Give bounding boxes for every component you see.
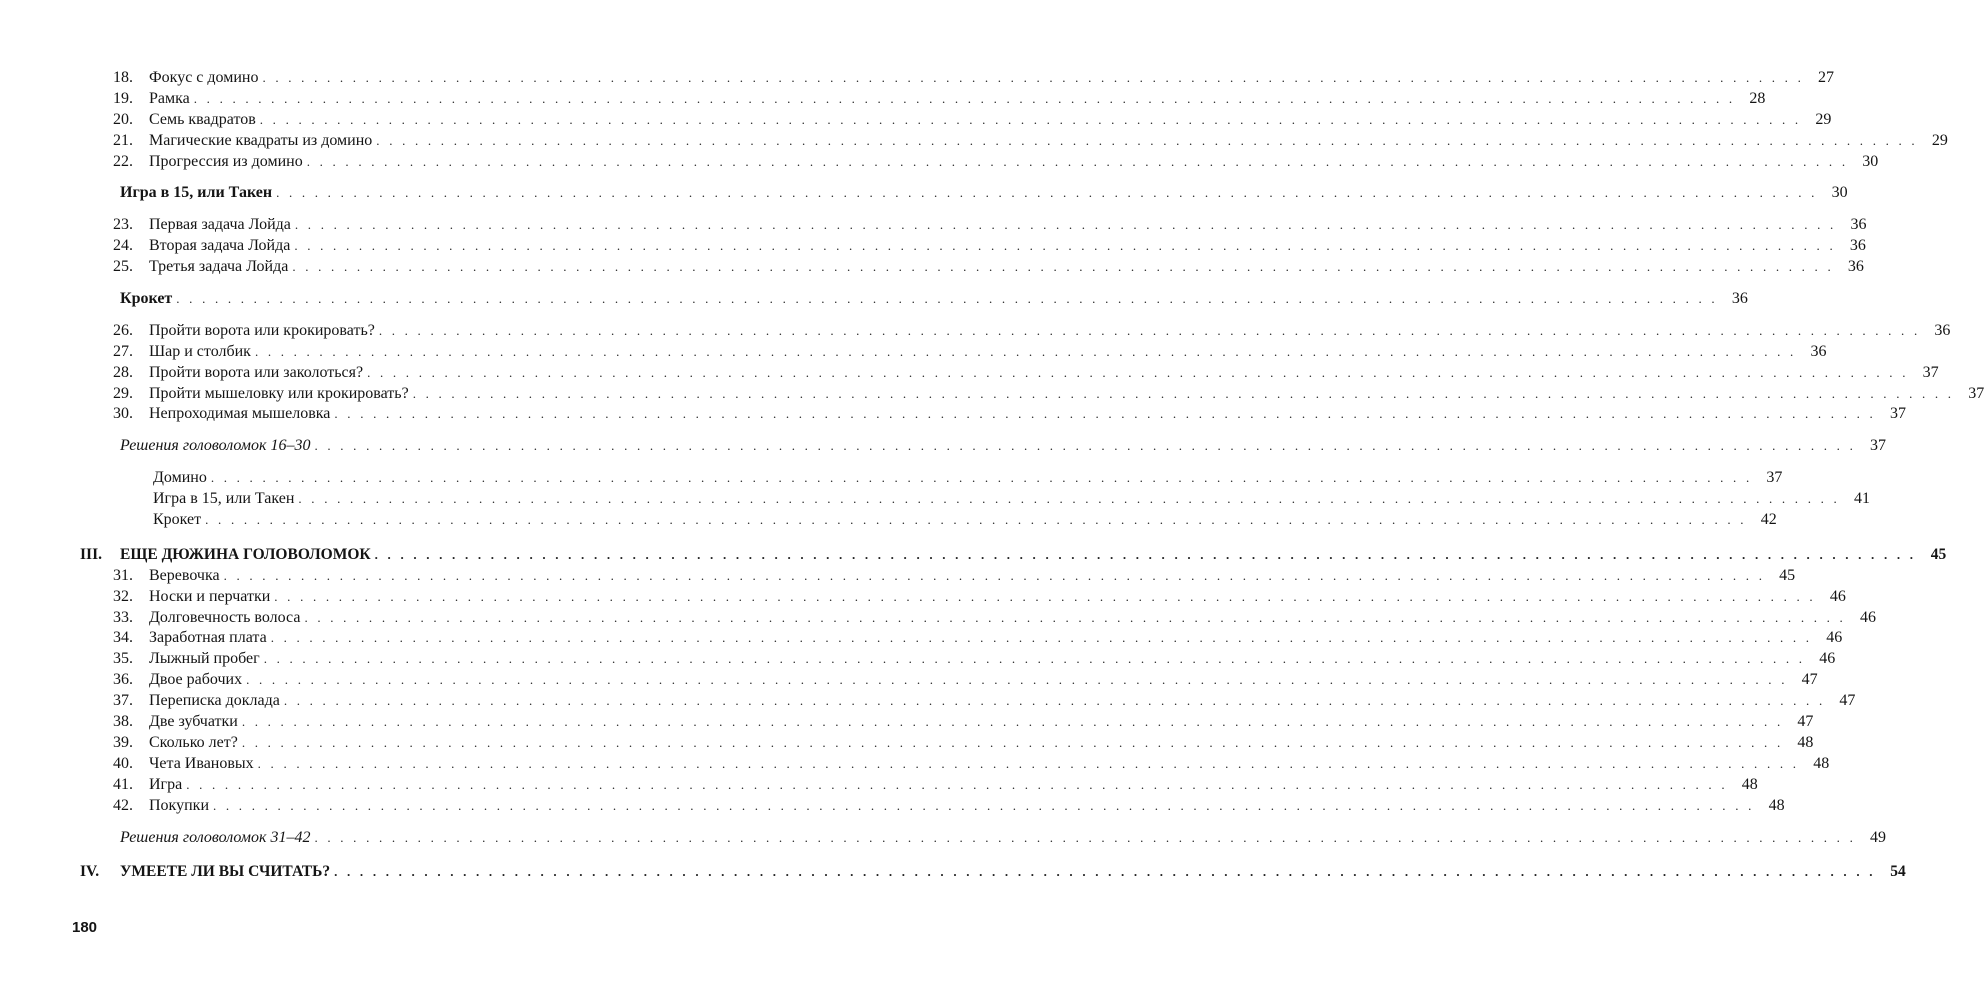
toc-number: 38. bbox=[113, 713, 133, 731]
toc-page-number: 37 bbox=[1889, 405, 1906, 423]
toc-title: Носки и перчатки bbox=[149, 587, 271, 605]
toc-title: Первая задача Лойда bbox=[149, 216, 291, 234]
toc-chapter bbox=[80, 862, 1906, 883]
toc-page-number: 45 bbox=[1930, 545, 1947, 563]
toc-page-number: 48 bbox=[1813, 754, 1830, 772]
toc-number: 19. bbox=[113, 89, 133, 107]
toc-title: Решения головоломок 31–42 bbox=[120, 828, 311, 846]
toc-section bbox=[80, 183, 1848, 204]
toc-page-number: 48 bbox=[1768, 796, 1785, 814]
toc-item bbox=[80, 404, 1906, 425]
toc-item bbox=[80, 712, 1814, 733]
toc-solutions bbox=[80, 828, 1887, 849]
toc-number: 42. bbox=[113, 796, 133, 814]
toc-title: Крокет bbox=[120, 290, 173, 308]
toc-number: 36. bbox=[113, 671, 133, 689]
dot-leader: . . . . . . . . . . . . . . . . . . . . . . . . . . . . . . . . . . . . . . . . . . . . . . . . . . . . . . . . . . . . . . . . . . . . . . . . . . . . . . . . . . . . . . . . . . . . . . . . . . . . . . . . . . . . . . . . . . . . . . . . bbox=[262, 70, 1805, 85]
dot-leader: . . . . . . . . . . . . . . . . . . . . . . . . . . . . . . . . . . . . . . . . . . . . . . . . . . . . . . . . . . . . . . . . . . . . . . . . . . . . . . . . . . . . . . . . . . . . . . . . . . . . . . . . . . . . . . . . . . . . . . . . bbox=[205, 512, 1747, 528]
toc-item bbox=[80, 342, 1827, 363]
toc-page-number: 36 bbox=[1731, 290, 1748, 308]
toc-page-number: 54 bbox=[1890, 863, 1906, 881]
toc-item bbox=[80, 215, 1867, 236]
dot-leader: . . . . . . . . . . . . . . . . . . . . . . . . . . . . . . . . . . . . . . . . . . . . . . . . . . . . . . . . . . . . . . . . . . . . . . . . . . . . . . . . . . . . . . . . . . . . . . . . . . . . . . . . . . . . . . . . . . . . . . . . bbox=[276, 185, 1818, 201]
toc-solutions bbox=[80, 436, 1887, 457]
toc-chapter bbox=[80, 545, 1947, 566]
toc-number: 39. bbox=[113, 733, 133, 751]
toc-section bbox=[80, 289, 1748, 310]
toc-item bbox=[80, 363, 1939, 384]
toc-number: 25. bbox=[113, 258, 133, 276]
toc-page-number: 42 bbox=[1760, 511, 1777, 529]
toc-spacer bbox=[80, 531, 600, 545]
toc-number: 41. bbox=[113, 775, 133, 793]
toc-item bbox=[80, 68, 1835, 89]
toc-page-number: 36 bbox=[1810, 342, 1827, 360]
toc-page-number: 48 bbox=[1797, 733, 1814, 751]
toc-number: IV. bbox=[80, 863, 100, 881]
dot-leader: . . . . . . . . . . . . . . . . . . . . . . . . . . . . . . . . . . . . . . . . . . . . . . . . . . . . . . . . . . . . . . . . . . . . . . . . . . . . . . . . . . . . . . . . . . . . . . . . . . . . . . . . . . . . . . . . . . . . . . . . bbox=[254, 343, 1797, 359]
toc-spacer bbox=[80, 817, 600, 828]
toc-item bbox=[80, 587, 1846, 608]
toc-item bbox=[80, 131, 1948, 152]
toc-spacer bbox=[80, 848, 600, 862]
toc-title: Решения головоломок 16–30 bbox=[120, 437, 311, 455]
dot-leader: . . . . . . . . . . . . . . . . . . . . . . . . . . . . . . . . . . . . . . . . . . . . . . . . . . . . . . . . . . . . . . . . . . . . . . . . . . . . . . . . . . . . . . . . . . . . . . . . . . . . . . . . . . . . . . . . . . . . . . . . bbox=[193, 90, 1736, 106]
toc-page-number: 47 bbox=[1801, 671, 1818, 689]
toc-subitem bbox=[80, 489, 1870, 510]
toc-title: Вторая задача Лойда bbox=[149, 237, 291, 255]
toc-title: Двое рабочих bbox=[149, 671, 243, 689]
toc-number: 31. bbox=[113, 566, 133, 584]
toc-page-number: 48 bbox=[1741, 775, 1758, 793]
toc-title: Игра в 15, или Такен bbox=[120, 184, 273, 202]
dot-leader: . . . . . . . . . . . . . . . . . . . . . . . . . . . . . . . . . . . . . . . . . . . . . . . . . . . . . . . . . . . . . . . . . . . . . . . . . . . . . . . . . . . . . . . . . . . . . . . . . . . . . . . . . . . . . . . . . . . . . . . . bbox=[246, 672, 1788, 688]
dot-leader: . . . . . . . . . . . . . . . . . . . . . . . . . . . . . . . . . . . . . . . . . . . . . . . . . . . . . . . . . . . . . . . . . . . . . . . . . . . . . . . . . . . . . . . . . . . . . . . . . . . . . . . . . . . . . . . . . . . . . . . . bbox=[210, 470, 1753, 486]
dot-leader: . . . . . . . . . . . . . . . . . . . . . . . . . . . . . . . . . . . . . . . . . . . . . . . . . . . . . . . . . . . . . . . . . . . . . . . . . . . . . . . . . . . . . . . . . . . . . . . . . . . . . . . . . . . . . . . . . . . . . . . . bbox=[259, 111, 1802, 127]
toc-number: 33. bbox=[113, 608, 133, 626]
toc-page-number: 37 bbox=[1766, 469, 1783, 487]
toc-title: Фокус с домино bbox=[149, 69, 259, 86]
toc-title: Рамка bbox=[149, 89, 190, 107]
dot-leader: . . . . . . . . . . . . . . . . . . . . . . . . . . . . . . . . . . . . . . . . . . . . . . . . . . . . . . . . . . . . . . . . . . . . . . . . . . . . . . . . . . . . . . . . . . . . . . . . . . . . . . . . . . . . . . . . . . . . . . . . bbox=[176, 291, 1718, 307]
toc-subitem bbox=[80, 468, 1783, 489]
dot-leader: . . . . . . . . . . . . . . . . . . . . . . . . . . . . . . . . . . . . . . . . . . . . . . . . . . . . . . . . . . . . . . . . . . . . . . . . . . . . . . . . . . . . . . . . . . . . . . . . . . . . . . . . . . . . . . . . . . . . . . . . bbox=[314, 829, 1857, 845]
dot-leader: . . . . . . . . . . . . . . . . . . . . . . . . . . . . . . . . . . . . . . . . . . . . . . . . . . . . . . . . . . . . . . . . . . . . . . . . . . . . . . . . . . . . . . . . . . . . . . . . . . . . . . . . . . . . . . . . . . . . . . . . bbox=[367, 364, 1909, 380]
toc-item bbox=[80, 566, 1796, 587]
dot-leader: . . . . . . . . . . . . . . . . . . . . . . . . . . . . . . . . . . . . . . . . . . . . . . . . . . . . . . . . . . . . . . . . . . . . . . . . . . . . . . . . . . . . . . . . . . . . . . . . . . . . . . . . . . . . . . . . . . . . . . . . bbox=[213, 797, 1755, 813]
dot-leader: . . . . . . . . . . . . . . . . . . . . . . . . . . . . . . . . . . . . . . . . . . . . . . . . . . . . . . . . . . . . . . . . . . . . . . . . . . . . . . . . . . . . . . . . . . . . . . . . . . . . . . . . . . . . . . . . . . . . . . . . bbox=[334, 864, 1876, 880]
toc-title: Шар и столбик bbox=[149, 342, 251, 360]
toc-number: 20. bbox=[113, 110, 133, 128]
toc-number: 18. bbox=[113, 69, 133, 86]
dot-leader: . . . . . . . . . . . . . . . . . . . . . . . . . . . . . . . . . . . . . . . . . . . . . . . . . . . . . . . . . . . . . . . . . . . . . . . . . . . . . . . . . . . . . . . . . . . . . . . . . . . . . . . . . . . . . . . . . . . . . . . . bbox=[294, 238, 1836, 254]
dot-leader: . . . . . . . . . . . . . . . . . . . . . . . . . . . . . . . . . . . . . . . . . . . . . . . . . . . . . . . . . . . . . . . . . . . . . . . . . . . . . . . . . . . . . . . . . . . . . . . . . . . . . . . . . . . . . . . . . . . . . . . . bbox=[378, 322, 1921, 338]
dot-leader: . . . . . . . . . . . . . . . . . . . . . . . . . . . . . . . . . . . . . . . . . . . . . . . . . . . . . . . . . . . . . . . . . . . . . . . . . . . . . . . . . . . . . . . . . . . . . . . . . . . . . . . . . . . . . . . . . . . . . . . . bbox=[241, 714, 1784, 730]
toc-title: УМЕЕТЕ ЛИ ВЫ СЧИТАТЬ? bbox=[120, 863, 331, 881]
dot-leader: . . . . . . . . . . . . . . . . . . . . . . . . . . . . . . . . . . . . . . . . . . . . . . . . . . . . . . . . . . . . . . . . . . . . . . . . . . . . . . . . . . . . . . . . . . . . . . . . . . . . . . . . . . . . . . . . . . . . . . . . bbox=[376, 132, 1918, 148]
toc-page-number: 47 bbox=[1797, 713, 1814, 731]
toc-page-number: 46 bbox=[1819, 650, 1836, 668]
toc-spacer bbox=[80, 204, 600, 215]
toc-item bbox=[80, 775, 1758, 796]
toc-page-number: 27 bbox=[1818, 69, 1835, 86]
dot-leader: . . . . . . . . . . . . . . . . . . . . . . . . . . . . . . . . . . . . . . . . . . . . . . . . . . . . . . . . . . . . . . . . . . . . . . . . . . . . . . . . . . . . . . . . . . . . . . . . . . . . . . . . . . . . . . . . . . . . . . . . bbox=[274, 588, 1816, 604]
toc-title: Покупки bbox=[149, 796, 209, 814]
toc-title: Крокет bbox=[153, 511, 202, 529]
toc-page-number: 36 bbox=[1849, 237, 1866, 255]
toc-item bbox=[80, 691, 1856, 712]
toc-page-number: 37 bbox=[1922, 363, 1939, 381]
toc-title: Пройти мышеловку или крокировать? bbox=[149, 384, 409, 402]
toc-number: 21. bbox=[113, 131, 133, 149]
toc-number: 22. bbox=[113, 152, 133, 170]
toc-page-number: 47 bbox=[1839, 692, 1856, 710]
toc-number: 28. bbox=[113, 363, 133, 381]
toc-item bbox=[80, 89, 1766, 110]
toc-title: Игра в 15, или Такен bbox=[153, 490, 295, 508]
toc-page-number: 46 bbox=[1829, 587, 1846, 605]
toc-title: Третья задача Лойда bbox=[149, 258, 289, 276]
toc-item bbox=[80, 110, 1832, 131]
toc-number: 26. bbox=[113, 321, 133, 339]
toc-title: Чета Ивановых bbox=[149, 754, 254, 772]
toc-item bbox=[80, 236, 1866, 257]
toc-page-number: 46 bbox=[1826, 629, 1843, 647]
toc-spacer bbox=[80, 172, 600, 183]
toc-number: 35. bbox=[113, 650, 133, 668]
toc-page-number: 37 bbox=[1968, 384, 1984, 402]
dot-leader: . . . . . . . . . . . . . . . . . . . . . . . . . . . . . . . . . . . . . . . . . . . . . . . . . . . . . . . . . . . . . . . . . . . . . . . . . . . . . . . . . . . . . . . . . . . . . . . . . . . . . . . . . . . . . . . . . . . . . . . . bbox=[270, 630, 1813, 646]
toc-number: 30. bbox=[113, 405, 133, 423]
toc-item bbox=[80, 628, 1843, 649]
toc-spacer bbox=[80, 310, 600, 321]
dot-leader: . . . . . . . . . . . . . . . . . . . . . . . . . . . . . . . . . . . . . . . . . . . . . . . . . . . . . . . . . . . . . . . . . . . . . . . . . . . . . . . . . . . . . . . . . . . . . . . . . . . . . . . . . . . . . . . . . . . . . . . . bbox=[306, 153, 1849, 169]
dot-leader: . . . . . . . . . . . . . . . . . . . . . . . . . . . . . . . . . . . . . . . . . . . . . . . . . . . . . . . . . . . . . . . . . . . . . . . . . . . . . . . . . . . . . . . . . . . . . . . . . . . . . . . . . . . . . . . . . . . . . . . . bbox=[298, 491, 1840, 507]
toc-page-number: 49 bbox=[1870, 828, 1887, 846]
toc-page-number: 41 bbox=[1853, 490, 1870, 508]
toc-title: Заработная плата bbox=[149, 629, 267, 647]
dot-leader: . . . . . . . . . . . . . . . . . . . . . . . . . . . . . . . . . . . . . . . . . . . . . . . . . . . . . . . . . . . . . . . . . . . . . . . . . . . . . . . . . . . . . . . . . . . . . . . . . . . . . . . . . . . . . . . . . . . . . . . . bbox=[334, 406, 1876, 422]
toc-page-number: 37 bbox=[1870, 437, 1887, 455]
toc-page-number: 28 bbox=[1749, 89, 1766, 107]
toc-page-number: 36 bbox=[1847, 258, 1864, 276]
toc-number: 29. bbox=[113, 384, 133, 402]
table-of-contents bbox=[80, 68, 1984, 883]
dot-leader: . . . . . . . . . . . . . . . . . . . . . . . . . . . . . . . . . . . . . . . . . . . . . . . . . . . . . . . . . . . . . . . . . . . . . . . . . . . . . . . . . . . . . . . . . . . . . . . . . . . . . . . . . . . . . . . . . . . . . . . . bbox=[283, 693, 1826, 709]
toc-title: Лыжный пробег bbox=[149, 650, 260, 668]
dot-leader: . . . . . . . . . . . . . . . . . . . . . . . . . . . . . . . . . . . . . . . . . . . . . . . . . . . . . . . . . . . . . . . . . . . . . . . . . . . . . . . . . . . . . . . . . . . . . . . . . . . . . . . . . . . . . . . . . . . . . . . . bbox=[257, 755, 1800, 771]
dot-leader: . . . . . . . . . . . . . . . . . . . . . . . . . . . . . . . . . . . . . . . . . . . . . . . . . . . . . . . . . . . . . . . . . . . . . . . . . . . . . . . . . . . . . . . . . . . . . . . . . . . . . . . . . . . . . . . . . . . . . . . . bbox=[304, 609, 1846, 625]
dot-leader: . . . . . . . . . . . . . . . . . . . . . . . . . . . . . . . . . . . . . . . . . . . . . . . . . . . . . . . . . . . . . . . . . . . . . . . . . . . . . . . . . . . . . . . . . . . . . . . . . . . . . . . . . . . . . . . . . . . . . . . . bbox=[294, 217, 1837, 233]
toc-title: Семь квадратов bbox=[149, 110, 256, 128]
dot-leader: . . . . . . . . . . . . . . . . . . . . . . . . . . . . . . . . . . . . . . . . . . . . . . . . . . . . . . . . . . . . . . . . . . . . . . . . . . . . . . . . . . . . . . . . . . . . . . . . . . . . . . . . . . . . . . . . . . . . . . . . bbox=[186, 776, 1728, 792]
toc-title: ЕЩЕ ДЮЖИНА ГОЛОВОЛОМОК bbox=[120, 545, 371, 563]
toc-title: Магические квадраты из домино bbox=[149, 131, 373, 149]
dot-leader: . . . . . . . . . . . . . . . . . . . . . . . . . . . . . . . . . . . . . . . . . . . . . . . . . . . . . . . . . . . . . . . . . . . . . . . . . . . . . . . . . . . . . . . . . . . . . . . . . . . . . . . . . . . . . . . . . . . . . . . . bbox=[223, 567, 1766, 583]
toc-item bbox=[80, 733, 1814, 754]
toc-title: Сколько лет? bbox=[149, 733, 238, 751]
toc-number: III. bbox=[80, 545, 102, 563]
toc-title: Переписка доклада bbox=[149, 692, 280, 710]
toc-subitem bbox=[80, 510, 1777, 531]
toc-item bbox=[80, 152, 1879, 173]
toc-item bbox=[80, 257, 1864, 278]
toc-item bbox=[80, 754, 1830, 775]
toc-spacer bbox=[80, 425, 600, 436]
toc-title: Пройти ворота или заколоться? bbox=[149, 363, 364, 381]
toc-page-number: 36 bbox=[1934, 321, 1951, 339]
toc-item bbox=[80, 670, 1818, 691]
toc-number: 40. bbox=[113, 754, 133, 772]
toc-page-number: 46 bbox=[1860, 608, 1876, 626]
toc-item bbox=[80, 796, 1785, 817]
toc-number: 23. bbox=[113, 216, 133, 234]
toc-page-number: 30 bbox=[1831, 184, 1848, 202]
toc-page-number: 30 bbox=[1862, 152, 1879, 170]
toc-number: 37. bbox=[113, 692, 133, 710]
toc-item bbox=[80, 608, 1876, 629]
dot-leader: . . . . . . . . . . . . . . . . . . . . . . . . . . . . . . . . . . . . . . . . . . . . . . . . . . . . . . . . . . . . . . . . . . . . . . . . . . . . . . . . . . . . . . . . . . . . . . . . . . . . . . . . . . . . . . . . . . . . . . . . bbox=[263, 651, 1806, 667]
toc-page-number: 36 bbox=[1850, 216, 1867, 234]
dot-leader: . . . . . . . . . . . . . . . . . . . . . . . . . . . . . . . . . . . . . . . . . . . . . . . . . . . . . . . . . . . . . . . . . . . . . . . . . . . . . . . . . . . . . . . . . . . . . . . . . . . . . . . . . . . . . . . . . . . . . . . . bbox=[412, 385, 1955, 401]
toc-title: Непроходимая мышеловка bbox=[149, 405, 331, 423]
toc-page-number: 29 bbox=[1931, 131, 1948, 149]
dot-leader: . . . . . . . . . . . . . . . . . . . . . . . . . . . . . . . . . . . . . . . . . . . . . . . . . . . . . . . . . . . . . . . . . . . . . . . . . . . . . . . . . . . . . . . . . . . . . . . . . . . . . . . . . . . . . . . . . . . . . . . . bbox=[374, 546, 1917, 562]
toc-number: 24. bbox=[113, 237, 133, 255]
toc-item bbox=[80, 384, 1984, 405]
toc-spacer bbox=[80, 457, 600, 468]
toc-title: Пройти ворота или крокировать? bbox=[149, 321, 375, 339]
toc-page-number: 45 bbox=[1779, 566, 1796, 584]
toc-item bbox=[80, 649, 1836, 670]
toc-item bbox=[80, 321, 1951, 342]
dot-leader: . . . . . . . . . . . . . . . . . . . . . . . . . . . . . . . . . . . . . . . . . . . . . . . . . . . . . . . . . . . . . . . . . . . . . . . . . . . . . . . . . . . . . . . . . . . . . . . . . . . . . . . . . . . . . . . . . . . . . . . . bbox=[314, 438, 1857, 454]
toc-title: Долговечность волоса bbox=[149, 608, 301, 626]
page-number: 180 bbox=[72, 919, 98, 936]
dot-leader: . . . . . . . . . . . . . . . . . . . . . . . . . . . . . . . . . . . . . . . . . . . . . . . . . . . . . . . . . . . . . . . . . . . . . . . . . . . . . . . . . . . . . . . . . . . . . . . . . . . . . . . . . . . . . . . . . . . . . . . . bbox=[292, 259, 1834, 275]
toc-title: Веревочка bbox=[149, 566, 220, 584]
toc-number: 34. bbox=[113, 629, 133, 647]
toc-title: Домино bbox=[153, 469, 207, 487]
toc-title: Прогрессия из домино bbox=[149, 152, 303, 170]
toc-spacer bbox=[80, 278, 600, 289]
toc-page-number: 29 bbox=[1815, 110, 1832, 128]
dot-leader: . . . . . . . . . . . . . . . . . . . . . . . . . . . . . . . . . . . . . . . . . . . . . . . . . . . . . . . . . . . . . . . . . . . . . . . . . . . . . . . . . . . . . . . . . . . . . . . . . . . . . . . . . . . . . . . . . . . . . . . . bbox=[241, 734, 1784, 750]
toc-title: Игра bbox=[149, 775, 183, 793]
toc-number: 32. bbox=[113, 587, 133, 605]
toc-title: Две зубчатки bbox=[149, 713, 238, 731]
toc-number: 27. bbox=[113, 342, 133, 360]
